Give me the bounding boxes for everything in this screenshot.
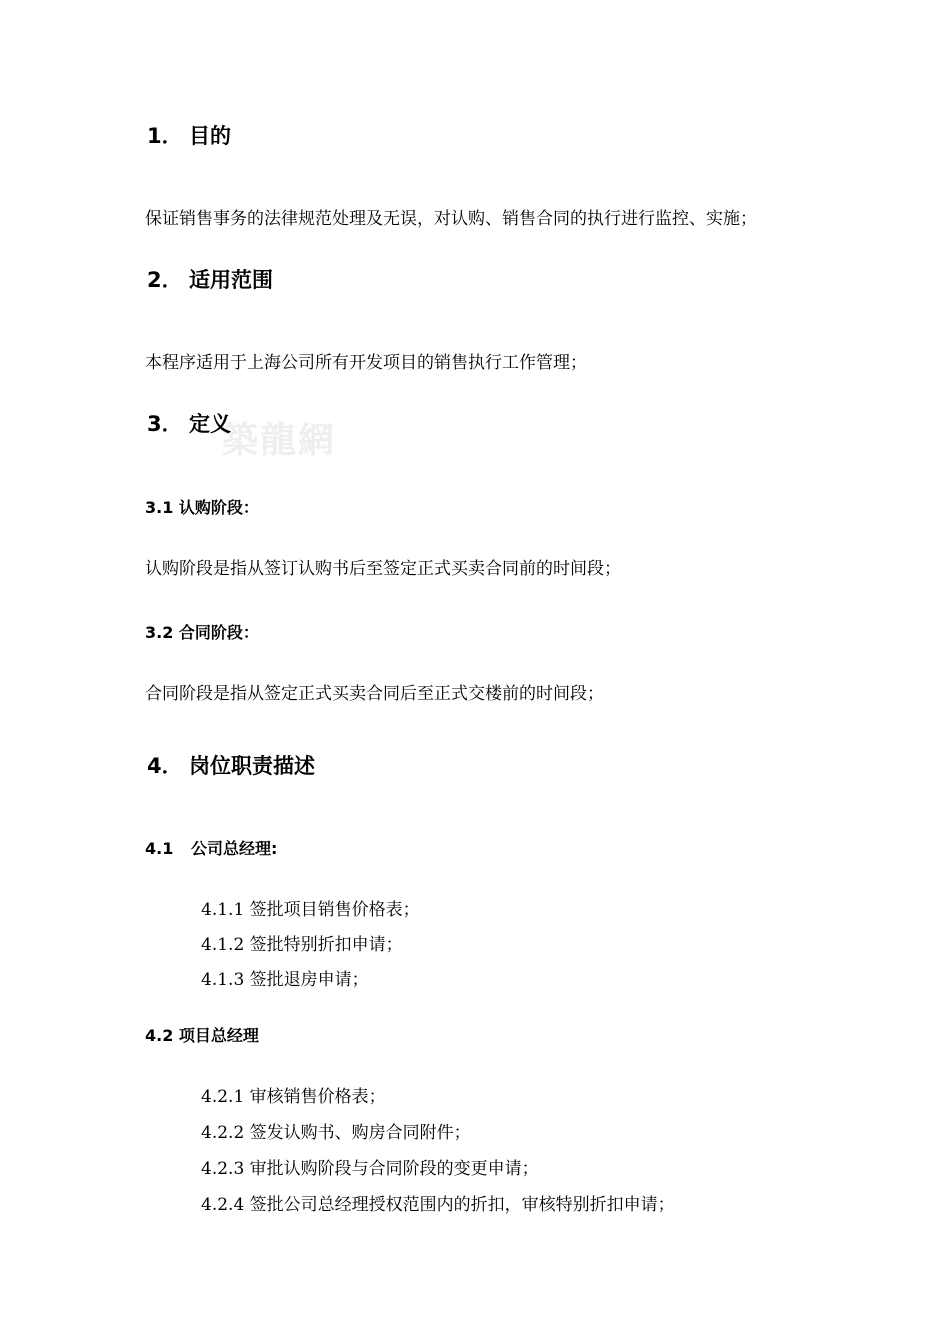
section-2-body: 本程序适用于上海公司所有开发项目的销售执行工作管理； <box>145 353 587 373</box>
section-1-body: 保证销售事务的法律规范处理及无误，对认购、销售合同的执行进行监控、实施； <box>145 209 757 229</box>
section-4-heading <box>147 752 315 780</box>
section-1-number: 1． <box>147 124 183 148</box>
section-4-title: 岗位职责描述 <box>189 754 315 778</box>
subsection-3-1-heading: 3.1 认购阶段： <box>145 498 259 517</box>
section-3-heading <box>147 410 231 438</box>
subsection-3-2-body: 合同阶段是指从签定正式买卖合同后至正式交楼前的时间段； <box>145 684 604 704</box>
list-item-4-1-2: 4.1.2 签批特别折扣申请； <box>201 935 403 955</box>
section-4-number: 4． <box>147 754 183 778</box>
list-item-4-2-1: 4.2.1 审核销售价格表； <box>201 1087 386 1107</box>
section-3-number: 3． <box>147 412 183 436</box>
subsection-3-1-body: 认购阶段是指从签订认购书后至签定正式买卖合同前的时间段； <box>145 559 621 579</box>
watermark: 築龍網 <box>222 419 337 461</box>
subsection-4-2-heading: 4.2 项目总经理 <box>145 1026 259 1045</box>
list-item-4-1-3: 4.1.3 签批退房申请； <box>201 970 369 990</box>
list-item-4-2-3: 4.2.3 审批认购阶段与合同阶段的变更申请； <box>201 1159 539 1179</box>
section-1-heading <box>147 122 231 150</box>
subsection-4-1-number: 4.1 <box>145 839 174 858</box>
section-2-title: 适用范围 <box>189 268 273 292</box>
subsection-4-1-heading <box>145 837 277 861</box>
section-2-heading <box>147 266 273 294</box>
section-1-title: 目的 <box>189 124 231 148</box>
subsection-4-1-title: 公司总经理: <box>191 839 278 858</box>
list-item-4-1-1: 4.1.1 签批项目销售价格表； <box>201 900 420 920</box>
section-2-number: 2． <box>147 268 183 292</box>
list-item-4-2-4: 4.2.4 签批公司总经理授权范围内的折扣，审核特别折扣申请； <box>201 1195 675 1215</box>
list-item-4-2-2: 4.2.2 签发认购书、购房合同附件； <box>201 1123 471 1143</box>
section-3-title: 定义 <box>189 412 231 436</box>
subsection-3-2-heading: 3.2 合同阶段： <box>145 623 259 642</box>
